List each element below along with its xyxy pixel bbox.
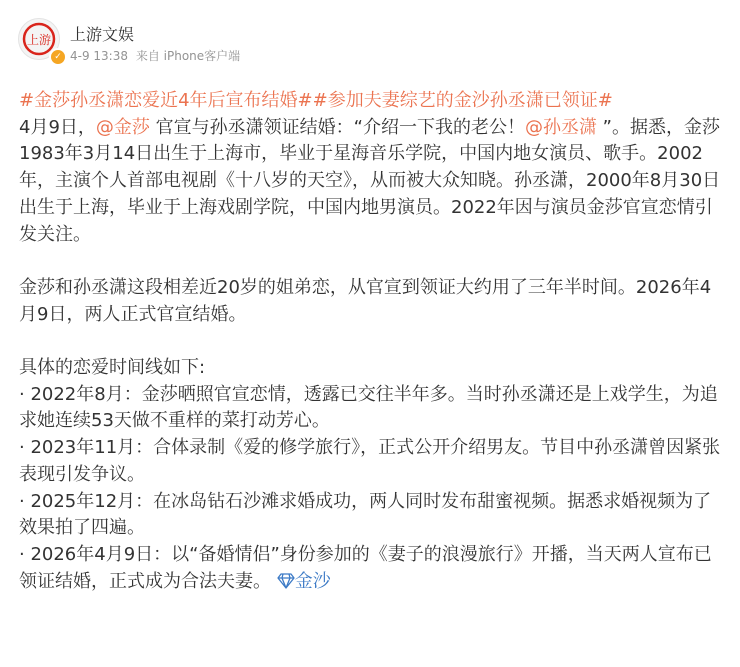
super-topic-label[interactable]: 金沙 — [294, 570, 331, 592]
mention-link[interactable]: @孙丞潇 — [524, 116, 597, 138]
post-source: 来自 iPhone客户端 — [135, 49, 241, 63]
mention-link[interactable]: @金莎 — [95, 116, 150, 138]
timeline-item: · 2023年11月：合体录制《爱的修学旅行》，正式公开介绍男友。节目中孙丞潇曾因紧张表现引发争议。 — [19, 437, 721, 485]
post-content — [19, 88, 725, 595]
post-header — [0, 0, 740, 80]
paragraph-text: ”。据悉，金莎1983年3月14日出生于上海市，毕业于星海音乐学院，中国内地女演员、歌手。2002年，主演个人首部电视剧《十八岁的天空》，从而被大众知晓。孙丞潇，2000年8月30日出生于上海，毕业于上海戏剧学院，中国内地男演员。2022年因与演员金莎官宣恋情引发关注。 — [19, 116, 721, 245]
timeline-item: · 2022年8月：金莎晒照官宣恋情，透露已交往半年多。当时孙丞潇还是上戏学生，为追求她连续53天做不重样的菜打动芳心。 — [19, 383, 718, 432]
paragraph-1 — [19, 88, 725, 248]
paragraph-2: 金莎和孙丞潇这段相差近20岁的姐弟恋，从官宣到领证大约用了三年半时间。2026年4月9日，两人正式官宣结婚。 — [19, 276, 712, 325]
timeline-item-text: · 2026年4月9日：以“备婚情侣”身份参加的《妻子的浪漫旅行》开播，当天两人宣布已领证结婚，正式成为合法夫妻。 — [19, 543, 712, 592]
super-topic-link[interactable] — [277, 571, 331, 592]
username[interactable]: 上游文娱 — [70, 25, 135, 44]
avatar-text: 上游 — [26, 33, 52, 47]
topic-link[interactable]: #参加夫妻综艺的金沙孙丞潇已领证# — [312, 90, 613, 111]
spacer — [19, 328, 725, 355]
post-date[interactable]: 4-9 13:38 — [70, 49, 128, 63]
post-meta — [70, 47, 244, 64]
paragraph-text: 4月9日， — [19, 116, 96, 138]
topic-link[interactable]: #金莎孙丞潇恋爱近4年后宣布结婚# — [19, 90, 313, 111]
diamond-icon — [277, 573, 295, 589]
timeline-intro: 具体的恋爱时间线如下: — [19, 357, 206, 378]
spacer — [19, 248, 725, 275]
timeline-item: · 2025年12月：在冰岛钻石沙滩求婚成功，两人同时发布甜蜜视频。据悉求婚视频为了效果拍了四遍。 — [19, 490, 712, 539]
verified-badge-icon: ✓ — [49, 48, 67, 66]
timeline-item-last — [19, 542, 725, 595]
paragraph-text: 官宣与孙丞潇领证结婚：“介绍一下我的老公！ — [149, 116, 525, 138]
